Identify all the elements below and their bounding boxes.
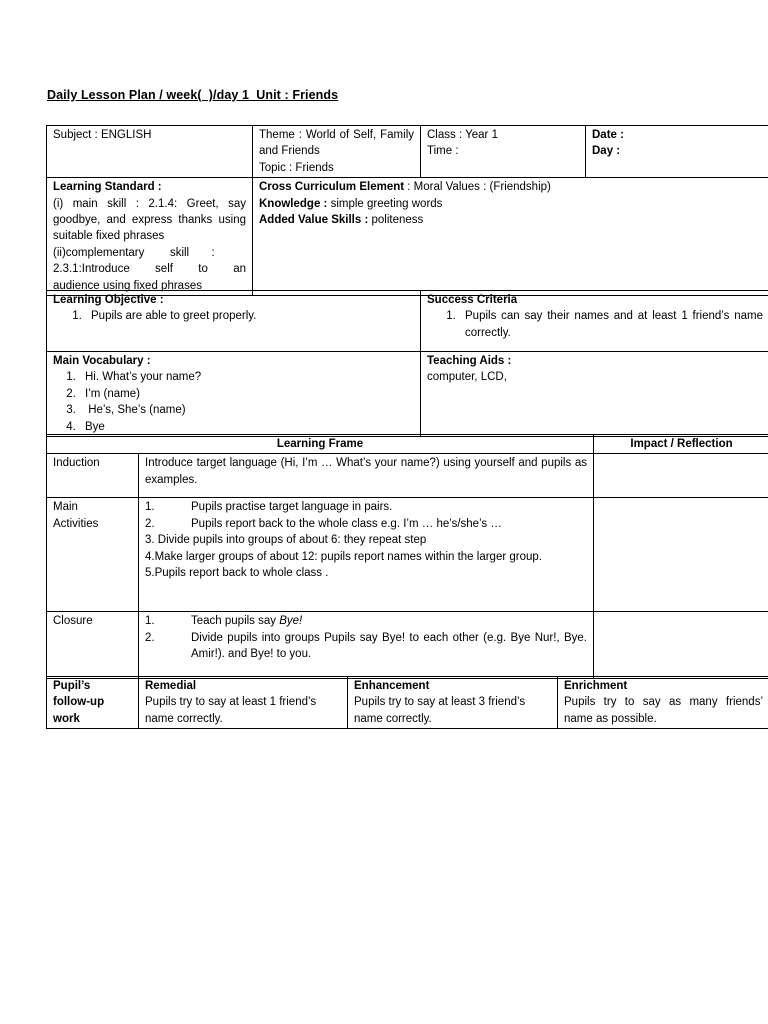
enhancement-text: Pupils try to say at least 3 friend’s name correctly. xyxy=(354,696,526,725)
cross-curriculum-label: Cross Curriculum Element xyxy=(259,181,405,194)
theme-cell xyxy=(253,126,421,178)
objective-cell xyxy=(47,291,421,352)
closure-item xyxy=(145,613,587,629)
added-value-label: Added Value Skills : xyxy=(259,214,369,227)
success-cell xyxy=(421,291,768,352)
induction-impact-cell xyxy=(594,454,768,498)
objective-item: 1. Pupils are able to greet properly. xyxy=(85,308,414,324)
vocabulary-heading: Main Vocabulary : xyxy=(53,355,151,367)
learning-standard-cell xyxy=(47,178,253,296)
enrichment-text: Pupils try to say as many friends’ name as possible. xyxy=(564,696,763,725)
theme-text: Theme : World of Self, Family and Friends xyxy=(259,129,414,158)
date-text: Date : xyxy=(592,129,624,141)
knowledge-value: simple greeting words xyxy=(327,197,443,210)
learning-frame-table xyxy=(46,434,768,679)
subject-text: Subject : ENGLISH xyxy=(53,129,152,141)
closure-emphasis: Bye! xyxy=(279,615,303,628)
main-activities-label xyxy=(47,498,139,612)
main-activity-item: 5.Pupils report back to whole class . xyxy=(145,567,329,580)
main-label-line: Main xyxy=(53,501,78,514)
cross-curriculum-cell xyxy=(253,178,768,296)
induction-text: Introduce target language (Hi, I’m … What’s your name?) using yourself and pupils as examples. xyxy=(139,454,594,498)
complementary-skill-text: 2.3.1:Introduce self to an audience using fixed phrases xyxy=(53,263,250,292)
vocabulary-item: 1. Hi. What’s your name? xyxy=(79,369,414,385)
vocabulary-item: 2. I’m (name) xyxy=(79,386,414,402)
knowledge-label: Knowledge : xyxy=(259,197,328,210)
objective-list xyxy=(53,308,414,324)
main-impact-cell xyxy=(594,498,768,612)
item-text: Pupils report back to the whole class e.g. I’m … he’s/she’s … xyxy=(191,517,502,530)
closure-label: Closure xyxy=(47,612,139,679)
main-skill-text: (i) main skill : 2.1.4: Greet, say goodbye, and express thanks using suitable fixed phrases xyxy=(53,197,246,243)
added-value-value: politeness xyxy=(368,214,424,227)
vocabulary-list xyxy=(53,369,414,435)
day-text: Day : xyxy=(592,145,621,158)
vocabulary-item: 4. Bye xyxy=(79,419,414,435)
teaching-aids-cell xyxy=(421,352,768,437)
followup-label-line: work xyxy=(53,712,80,725)
remedial-text: Pupils try to say at least 1 friend’s name correctly. xyxy=(145,696,317,725)
cross-curriculum-value: : Moral Values : (Friendship) xyxy=(404,181,551,194)
item-number: 1. xyxy=(145,615,155,628)
teaching-aids-heading: Teaching Aids : xyxy=(427,355,512,367)
time-text: Time : xyxy=(427,145,459,158)
subject-cell xyxy=(47,126,253,178)
learning-standard-heading: Learning Standard : xyxy=(53,181,162,194)
item-text: Pupils practise target language in pairs. xyxy=(191,501,393,514)
main-activity-item xyxy=(145,499,587,515)
objective-heading: Learning Objective : xyxy=(53,294,164,306)
added-value-line xyxy=(259,212,763,228)
closure-cell xyxy=(139,612,594,679)
learning-frame-heading: Learning Frame xyxy=(47,435,594,454)
activities-label-line: Activities xyxy=(53,517,99,530)
main-activities-cell xyxy=(139,498,594,612)
enhancement-heading: Enhancement xyxy=(354,680,430,692)
header-table xyxy=(46,125,768,296)
vocabulary-cell xyxy=(47,352,421,437)
complementary-skill-label: (ii)complementary skill : xyxy=(53,246,215,259)
enrichment-heading: Enrichment xyxy=(564,680,628,692)
main-activity-item: 3. Divide pupils into groups of about 6: they repeat step xyxy=(145,534,427,547)
success-item: 1. Pupils can say their names and at least 1 friend’s name correctly. xyxy=(459,308,763,341)
item-number: 2. xyxy=(145,631,155,644)
item-text xyxy=(191,613,587,629)
knowledge-line xyxy=(259,196,763,212)
closure-text: Teach pupils say xyxy=(191,615,280,628)
cross-curriculum-line xyxy=(259,179,763,195)
closure-item xyxy=(145,630,587,663)
class-text: Class : Year 1 xyxy=(427,129,498,141)
item-text: Divide pupils into groups Pupils say Bye! to each other (e.g. Bye Nur!, Bye. Amir!). and Bye! to you. xyxy=(191,631,587,661)
enrichment-cell xyxy=(558,677,768,729)
impact-heading: Impact / Reflection xyxy=(594,435,768,454)
item-number: 1. xyxy=(145,501,155,514)
followup-label-line: follow-up xyxy=(53,696,105,709)
induction-label: Induction xyxy=(47,454,139,498)
main-activity-item xyxy=(145,516,587,532)
document-title: Daily Lesson Plan / week( )/day 1 Unit : Friends xyxy=(47,88,339,102)
objective-table xyxy=(46,290,768,437)
item-number: 2. xyxy=(145,517,155,530)
closure-impact-cell xyxy=(594,612,768,679)
followup-table xyxy=(46,676,768,729)
followup-label xyxy=(47,677,139,729)
success-heading: Success Criteria xyxy=(427,294,518,306)
topic-text: Topic : Friends xyxy=(259,161,334,174)
vocabulary-item: 3. He’s, She’s (name) xyxy=(79,402,414,418)
success-list xyxy=(427,308,763,341)
enhancement-cell xyxy=(348,677,558,729)
teaching-aids-value: computer, LCD, xyxy=(427,371,507,384)
main-activity-item: 4.Make larger groups of about 12: pupils report names within the larger group. xyxy=(145,550,542,563)
class-cell xyxy=(421,126,586,178)
remedial-heading: Remedial xyxy=(145,680,197,692)
date-cell xyxy=(586,126,768,178)
followup-label-line: Pupil’s xyxy=(53,680,91,692)
remedial-cell xyxy=(139,677,348,729)
